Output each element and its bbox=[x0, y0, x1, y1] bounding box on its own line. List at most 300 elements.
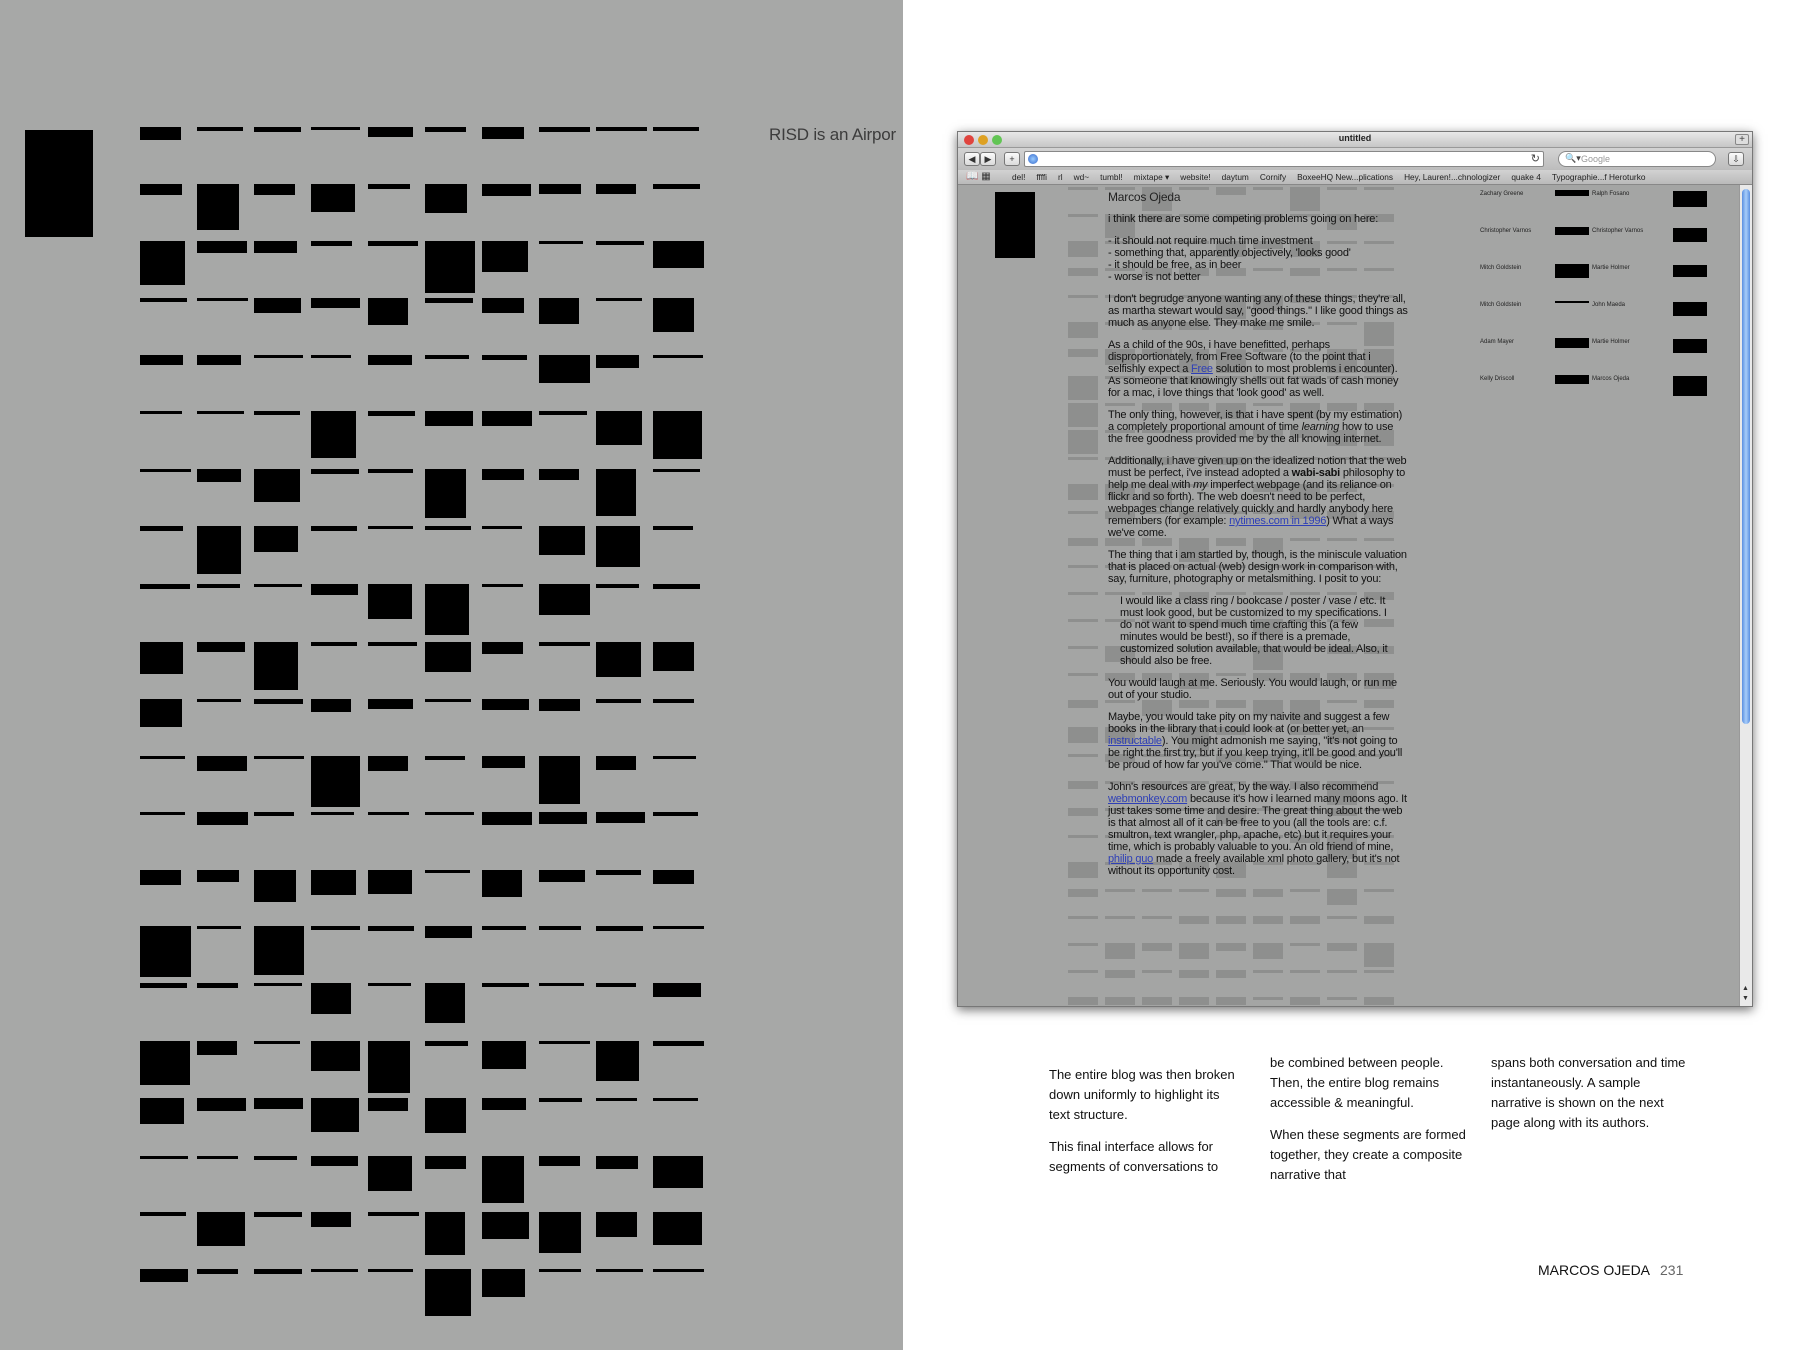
text-block bbox=[596, 699, 641, 703]
text-block bbox=[140, 926, 191, 977]
text-block bbox=[311, 642, 357, 646]
structure-bar bbox=[1142, 916, 1172, 919]
sidebar-author[interactable]: Martie Holmer bbox=[1592, 265, 1630, 271]
search-icon: 🔍▾ bbox=[1565, 153, 1581, 163]
structure-bar bbox=[1253, 943, 1283, 959]
text-block bbox=[653, 1212, 702, 1245]
text-block bbox=[140, 526, 183, 531]
text-block bbox=[596, 926, 643, 931]
text-block bbox=[197, 756, 247, 771]
structure-bar bbox=[1216, 916, 1246, 924]
text-block bbox=[368, 699, 413, 709]
text-block bbox=[311, 1041, 360, 1071]
structure-bar bbox=[1290, 997, 1320, 1005]
bookmark-item[interactable]: mixtape ▾ bbox=[1133, 172, 1170, 182]
text-block bbox=[653, 411, 702, 459]
structure-bar bbox=[1068, 673, 1098, 676]
webmonkey-link[interactable]: webmonkey.com bbox=[1108, 793, 1188, 805]
text-block bbox=[653, 870, 694, 884]
text-block bbox=[425, 812, 474, 815]
text-block bbox=[311, 870, 356, 895]
text-block bbox=[311, 469, 359, 474]
text-block bbox=[311, 241, 352, 246]
text-block bbox=[368, 756, 408, 771]
text-block bbox=[254, 1041, 300, 1044]
structure-bar bbox=[1216, 970, 1246, 978]
text-block bbox=[368, 298, 408, 325]
scroll-up-icon[interactable]: ▲ bbox=[1742, 985, 1749, 992]
structure-bar bbox=[1327, 187, 1357, 190]
text-block bbox=[653, 526, 693, 530]
structure-bar bbox=[1105, 943, 1135, 959]
sidebar-author[interactable]: John Maeda bbox=[1592, 302, 1626, 308]
structure-bar bbox=[1327, 997, 1357, 1000]
sidebar-author[interactable]: Martie Holmer bbox=[1592, 339, 1630, 345]
bookmark-item[interactable]: del! bbox=[1012, 172, 1026, 182]
toolbar-toggle-icon[interactable]: + bbox=[1735, 134, 1749, 145]
text-block bbox=[653, 127, 699, 131]
browser-toolbar bbox=[958, 148, 1752, 170]
structure-bar bbox=[1068, 754, 1098, 757]
text-block bbox=[368, 184, 410, 189]
text-block bbox=[653, 184, 700, 189]
text-block bbox=[596, 469, 636, 516]
list-item: - something that, apparently objectively, 'looks good' bbox=[1108, 247, 1351, 259]
text-block bbox=[140, 298, 187, 302]
search-input[interactable] bbox=[1558, 151, 1716, 167]
text-block bbox=[311, 1098, 359, 1132]
structure-bar bbox=[1216, 889, 1246, 897]
text-block bbox=[539, 699, 580, 711]
structure-bar bbox=[1179, 943, 1209, 959]
text-block bbox=[254, 1212, 302, 1217]
text-block bbox=[25, 130, 93, 237]
sidebar-author[interactable]: Marcos Ojeda bbox=[1592, 376, 1630, 382]
text-block bbox=[596, 870, 641, 875]
structure-bar bbox=[1290, 889, 1320, 892]
text-block bbox=[596, 756, 636, 770]
text-block bbox=[254, 926, 304, 975]
text-block bbox=[482, 699, 529, 710]
structure-bar bbox=[1216, 997, 1246, 1005]
text-block bbox=[197, 1212, 245, 1246]
text-block bbox=[140, 1269, 188, 1282]
structure-bar bbox=[1068, 619, 1098, 622]
text-block bbox=[482, 584, 523, 587]
structure-bar bbox=[1142, 970, 1172, 973]
search-placeholder: Google bbox=[1581, 154, 1611, 164]
text-block bbox=[254, 298, 301, 313]
text-block bbox=[140, 584, 190, 589]
text-block bbox=[254, 127, 301, 132]
text-block bbox=[539, 411, 587, 415]
text-block bbox=[482, 127, 524, 139]
text-block bbox=[596, 411, 642, 445]
caption-columns bbox=[1049, 1053, 1689, 1203]
text-block bbox=[311, 926, 360, 930]
list-item: - it should not require much time investment bbox=[1108, 235, 1313, 247]
post-paragraph: You would laugh at me. Seriously. You would laugh, or run me out of your studio. bbox=[1108, 677, 1397, 701]
text-block bbox=[425, 983, 465, 1023]
text-block bbox=[254, 1269, 302, 1274]
text-block bbox=[653, 1269, 704, 1272]
text-block bbox=[482, 241, 528, 272]
text-block bbox=[140, 1041, 190, 1085]
text-block bbox=[539, 241, 583, 244]
text-block bbox=[368, 1156, 412, 1191]
caption-text: This final interface allows for segments of conversations to bbox=[1049, 1139, 1219, 1174]
text-block bbox=[368, 469, 413, 473]
text-block bbox=[197, 812, 248, 825]
segment-thumbnail[interactable] bbox=[1673, 191, 1707, 207]
text-block bbox=[425, 298, 473, 303]
text-block bbox=[425, 584, 469, 635]
structure-bar bbox=[1142, 997, 1172, 1005]
scroll-thumb[interactable] bbox=[1742, 189, 1750, 724]
footer-author: MARCOS OJEDA bbox=[1538, 1262, 1651, 1278]
text-block bbox=[596, 642, 641, 677]
text-block bbox=[140, 642, 183, 674]
text-block bbox=[140, 184, 182, 195]
post-paragraph: Maybe, you would take pity on my naivite and suggest a few books in the library that i could look at (or better yet, an instructable). You might admonish me saying, "it's not going to be right the first try, but if you keep trying, it'll be good and you'll be proud of how far you've come." That would be nice. bbox=[1108, 711, 1403, 771]
bookmark-item[interactable]: BoxeeHQ New...plications bbox=[1297, 172, 1394, 182]
text-block bbox=[482, 812, 532, 825]
text-block bbox=[368, 642, 417, 646]
text-block bbox=[596, 1212, 637, 1237]
post-paragraph: John's resources are great, by the way. I also recommend webmonkey.com because it's how i learned many moons ago. It just takes some time and desire. The great thing about the web is that almost all of it can be free to you (all the tools are: c.f. smultron, text wrangler, php, apache, etc) but it requires your time, which is probably valuable to you. An old friend of mine, philip guo made a freely available xml photo gallery, but it's not without its opportunity cost. bbox=[1108, 781, 1407, 877]
text-block bbox=[368, 526, 413, 529]
author-avatar bbox=[995, 192, 1035, 258]
text-block bbox=[596, 1041, 639, 1081]
text-block bbox=[425, 127, 466, 132]
text-block bbox=[368, 870, 412, 894]
text-block bbox=[254, 870, 296, 902]
structure-bar bbox=[1290, 943, 1320, 946]
text-block bbox=[311, 756, 360, 807]
structure-bar bbox=[1253, 997, 1283, 1000]
post-blockquote: I would like a class ring / bookcase / poster / vase / etc. It must look good, but be customized to my specifications. I do not want to spend much time crafting this (a few minutes would be best!), so if there is a premade, customized solution available, that would be ideal. Also, it should also be free. bbox=[1120, 595, 1388, 667]
structure-bar bbox=[1179, 970, 1209, 978]
text-block bbox=[539, 1156, 580, 1166]
text-block bbox=[140, 699, 182, 727]
text-block bbox=[539, 469, 579, 480]
text-block bbox=[425, 184, 467, 213]
bookmark-item[interactable]: quake 4 bbox=[1511, 172, 1541, 182]
bookmark-item[interactable]: Cornify bbox=[1259, 172, 1287, 182]
text-block bbox=[482, 184, 531, 196]
text-block bbox=[482, 526, 522, 529]
text-block bbox=[254, 642, 298, 690]
structure-bar bbox=[1327, 970, 1357, 973]
scroll-down-icon[interactable]: ▼ bbox=[1742, 995, 1749, 1002]
instructable-link[interactable]: instructable bbox=[1108, 735, 1162, 747]
structure-bar bbox=[1142, 943, 1172, 951]
structure-bar bbox=[1068, 484, 1098, 500]
text-block bbox=[197, 241, 247, 253]
post-list bbox=[1108, 235, 1408, 283]
text-block bbox=[368, 411, 415, 416]
structure-bar bbox=[1327, 889, 1357, 905]
address-bar[interactable] bbox=[1024, 151, 1544, 167]
text-block bbox=[653, 469, 700, 472]
structure-bar bbox=[1290, 916, 1320, 924]
text-block bbox=[425, 642, 471, 672]
text-block bbox=[197, 355, 241, 365]
text-block bbox=[140, 241, 185, 285]
structure-bar bbox=[1179, 187, 1209, 190]
sidebar-author[interactable]: Ralph Fosano bbox=[1592, 191, 1630, 197]
structure-bar bbox=[1364, 997, 1394, 1005]
title-bar[interactable] bbox=[958, 132, 1752, 148]
text-block bbox=[254, 184, 295, 195]
text-block bbox=[482, 642, 523, 654]
text-block bbox=[368, 1269, 413, 1272]
text-block bbox=[197, 298, 248, 301]
text-block bbox=[254, 983, 302, 986]
text-block bbox=[254, 1156, 297, 1160]
structure-bar bbox=[1105, 916, 1135, 919]
segment-thumbnail[interactable] bbox=[1555, 264, 1589, 278]
text-block bbox=[539, 812, 587, 824]
text-block bbox=[539, 642, 590, 646]
bookmark-list bbox=[1012, 172, 1656, 182]
text-block bbox=[254, 699, 303, 704]
text-block bbox=[368, 1041, 410, 1093]
bookmark-item[interactable]: rl bbox=[1058, 172, 1063, 182]
text-block bbox=[596, 241, 644, 245]
text-block bbox=[653, 584, 700, 589]
text-block bbox=[368, 241, 418, 246]
text-block bbox=[539, 298, 579, 324]
blog-content[interactable] bbox=[958, 185, 1752, 1007]
segment-thumbnail[interactable] bbox=[1555, 338, 1589, 348]
structure-bar bbox=[1105, 889, 1135, 892]
back-icon[interactable]: ◀ bbox=[964, 152, 980, 166]
text-block bbox=[311, 411, 356, 458]
text-block bbox=[653, 812, 698, 816]
structure-bar bbox=[1253, 916, 1283, 924]
text-block bbox=[425, 926, 472, 938]
text-block bbox=[596, 983, 636, 987]
structure-bar bbox=[1068, 862, 1098, 878]
sidebar-author[interactable]: Christopher Varnos bbox=[1480, 228, 1532, 234]
text-block bbox=[653, 241, 704, 268]
post-paragraph: i think there are some competing problems going on here: bbox=[1108, 213, 1379, 225]
text-block bbox=[197, 1098, 246, 1111]
text-block bbox=[425, 756, 465, 760]
structure-bar bbox=[1068, 700, 1098, 708]
text-block bbox=[425, 355, 469, 359]
text-block bbox=[311, 127, 360, 130]
bookmarks-icon[interactable]: 📖 ▦ bbox=[966, 171, 991, 182]
forward-icon[interactable]: ▶ bbox=[980, 152, 996, 166]
text-block bbox=[482, 926, 526, 930]
text-block bbox=[197, 469, 241, 482]
bookmarks-bar bbox=[958, 170, 1752, 185]
structure-bar bbox=[1068, 727, 1098, 743]
text-block bbox=[140, 411, 182, 414]
text-block bbox=[368, 1212, 419, 1216]
segment-thumbnail[interactable] bbox=[1673, 339, 1707, 353]
bookmark-item[interactable]: ffffi bbox=[1036, 172, 1048, 182]
structure-bar bbox=[1068, 646, 1098, 649]
globe-icon bbox=[1028, 154, 1038, 164]
text-block bbox=[140, 1098, 184, 1124]
structure-bar bbox=[1068, 457, 1098, 460]
text-block bbox=[596, 526, 640, 567]
text-block bbox=[311, 983, 351, 1014]
text-block bbox=[653, 926, 704, 929]
text-block bbox=[254, 241, 297, 253]
structure-bar bbox=[1068, 565, 1098, 568]
segment-thumbnail[interactable] bbox=[1555, 375, 1589, 384]
text-block bbox=[482, 756, 525, 768]
text-block bbox=[140, 127, 181, 140]
structure-bar bbox=[1068, 889, 1098, 897]
text-block bbox=[596, 127, 647, 131]
text-block bbox=[482, 983, 529, 987]
page-footer bbox=[1538, 1262, 1683, 1278]
nytimes-link[interactable]: nytimes.com in 1996 bbox=[1229, 515, 1327, 527]
text-block bbox=[368, 584, 412, 619]
post-paragraph: Additionally, i have given up on the idealized notion that the web must be perfect, i've instead adopted a wabi-sabi philosophy to help me deal with my imperfect webpage (and its reliance on flickr and so forth). The web doesn't need to be perfect, webpages change relatively quickly and hardly anybody here remembers (for example: nytimes.com in 1996) What a ways we've come. bbox=[1108, 455, 1407, 539]
text-block bbox=[482, 1212, 529, 1239]
text-block bbox=[425, 870, 470, 873]
text-block bbox=[425, 411, 473, 426]
structure-bar bbox=[1068, 349, 1098, 357]
structure-bar bbox=[1068, 214, 1098, 217]
download-icon[interactable]: ⇩ bbox=[1728, 152, 1744, 166]
text-block bbox=[197, 526, 241, 574]
structure-bar bbox=[1253, 970, 1283, 973]
text-block bbox=[311, 1269, 358, 1272]
list-item: - it should be free, as in beer bbox=[1108, 259, 1242, 271]
add-bookmark-icon[interactable]: + bbox=[1004, 152, 1020, 166]
structure-bar bbox=[1105, 997, 1135, 1005]
structure-bar bbox=[1068, 943, 1098, 946]
caption-column-2 bbox=[1270, 1053, 1475, 1197]
segment-thumbnail[interactable] bbox=[1673, 376, 1707, 396]
text-block bbox=[311, 1212, 351, 1227]
text-block bbox=[425, 1212, 465, 1255]
structure-bar bbox=[1216, 943, 1246, 951]
text-block bbox=[482, 411, 532, 426]
cutoff-heading: RISD is an Airpor bbox=[769, 125, 896, 144]
text-block bbox=[311, 526, 357, 531]
structure-bar bbox=[1179, 916, 1209, 924]
structure-bar bbox=[1068, 835, 1098, 838]
text-block bbox=[311, 1156, 358, 1166]
text-block bbox=[482, 1269, 525, 1297]
structure-bar bbox=[1068, 916, 1098, 919]
text-block bbox=[197, 870, 239, 882]
structure-bar bbox=[1290, 970, 1320, 973]
caption-text: spans both conversation and time instantaneously. A sample narrative is shown on the next page along with its authors. bbox=[1491, 1055, 1686, 1130]
text-block bbox=[311, 298, 360, 308]
text-block bbox=[368, 812, 409, 815]
text-block bbox=[140, 1212, 186, 1216]
text-block bbox=[140, 355, 183, 365]
bookmark-item[interactable]: tumbl! bbox=[1100, 172, 1123, 182]
bookmark-item[interactable]: daytum bbox=[1221, 172, 1249, 182]
sidebar-author[interactable]: Kelly Driscoll bbox=[1480, 376, 1515, 382]
blog-post bbox=[1108, 191, 1408, 887]
structure-bar bbox=[1142, 889, 1172, 892]
text-block bbox=[653, 298, 694, 332]
structure-bar bbox=[1253, 187, 1283, 190]
text-block bbox=[197, 1269, 238, 1274]
bookmark-item[interactable]: Typographie...f Heroturko bbox=[1551, 172, 1646, 182]
text-block bbox=[539, 584, 590, 615]
segment-thumbnail[interactable] bbox=[1555, 301, 1589, 303]
philip-guo-link[interactable]: philip guo bbox=[1108, 853, 1154, 865]
structure-bar bbox=[1068, 511, 1098, 514]
text-block bbox=[425, 699, 471, 702]
segment-thumbnail[interactable] bbox=[1555, 227, 1589, 235]
text-block bbox=[254, 584, 302, 587]
text-block bbox=[539, 1098, 582, 1102]
text-block bbox=[140, 870, 181, 885]
list-item: - worse is not better bbox=[1108, 271, 1201, 283]
text-block bbox=[197, 642, 245, 652]
caption-column-3 bbox=[1491, 1053, 1686, 1145]
text-block bbox=[254, 355, 303, 358]
structure-bar bbox=[1364, 970, 1394, 973]
bookmark-item[interactable]: website! bbox=[1180, 172, 1211, 182]
post-paragraph: The thing that i am startled by, though, is the miniscule valuation that is placed on actual (web) design work in comparison with, say, furniture, photography or metalsmithing. I posit to you: bbox=[1108, 549, 1407, 585]
sidebar-author[interactable]: Mitch Goldstein bbox=[1480, 265, 1522, 271]
segment-thumbnail[interactable] bbox=[1673, 302, 1707, 316]
text-block bbox=[368, 127, 413, 137]
sidebar-author[interactable]: Mitch Goldstein bbox=[1480, 302, 1522, 308]
text-block bbox=[482, 355, 527, 360]
text-block bbox=[425, 526, 471, 530]
structure-bar bbox=[1068, 268, 1098, 276]
structure-bar bbox=[1179, 889, 1209, 892]
segment-thumbnail[interactable] bbox=[1673, 228, 1707, 242]
sidebar-author[interactable]: Adam Mayer bbox=[1480, 339, 1515, 345]
bookmark-item[interactable]: wd~ bbox=[1073, 172, 1090, 182]
text-block bbox=[197, 1041, 237, 1055]
text-block bbox=[482, 1098, 526, 1110]
free-link[interactable]: Free bbox=[1191, 363, 1213, 375]
text-block bbox=[197, 699, 241, 702]
text-block bbox=[368, 355, 412, 365]
text-block bbox=[254, 526, 298, 552]
text-block bbox=[653, 756, 696, 759]
text-block bbox=[596, 1156, 638, 1169]
sidebar-author[interactable]: Christopher Varnos bbox=[1592, 228, 1644, 234]
structure-bar bbox=[1068, 592, 1098, 595]
text-block bbox=[482, 1156, 524, 1203]
text-block bbox=[539, 1269, 581, 1272]
text-block bbox=[140, 469, 191, 472]
page-number: 231 bbox=[1660, 1262, 1684, 1278]
text-block bbox=[653, 642, 694, 671]
bookmark-item[interactable]: Hey, Lauren!...chnologizer bbox=[1404, 172, 1501, 182]
segment-thumbnail[interactable] bbox=[1673, 265, 1707, 277]
text-block bbox=[482, 469, 524, 480]
reload-icon[interactable]: ↻ bbox=[1530, 153, 1540, 165]
structure-bar bbox=[1068, 241, 1098, 257]
text-block bbox=[311, 355, 351, 358]
text-block bbox=[140, 812, 185, 815]
segment-thumbnail[interactable] bbox=[1555, 190, 1589, 196]
text-block bbox=[653, 1098, 698, 1101]
vertical-scrollbar[interactable] bbox=[1739, 185, 1752, 1007]
sidebar-author[interactable]: Zachary Greene bbox=[1480, 191, 1524, 197]
structure-bar bbox=[1364, 916, 1394, 924]
